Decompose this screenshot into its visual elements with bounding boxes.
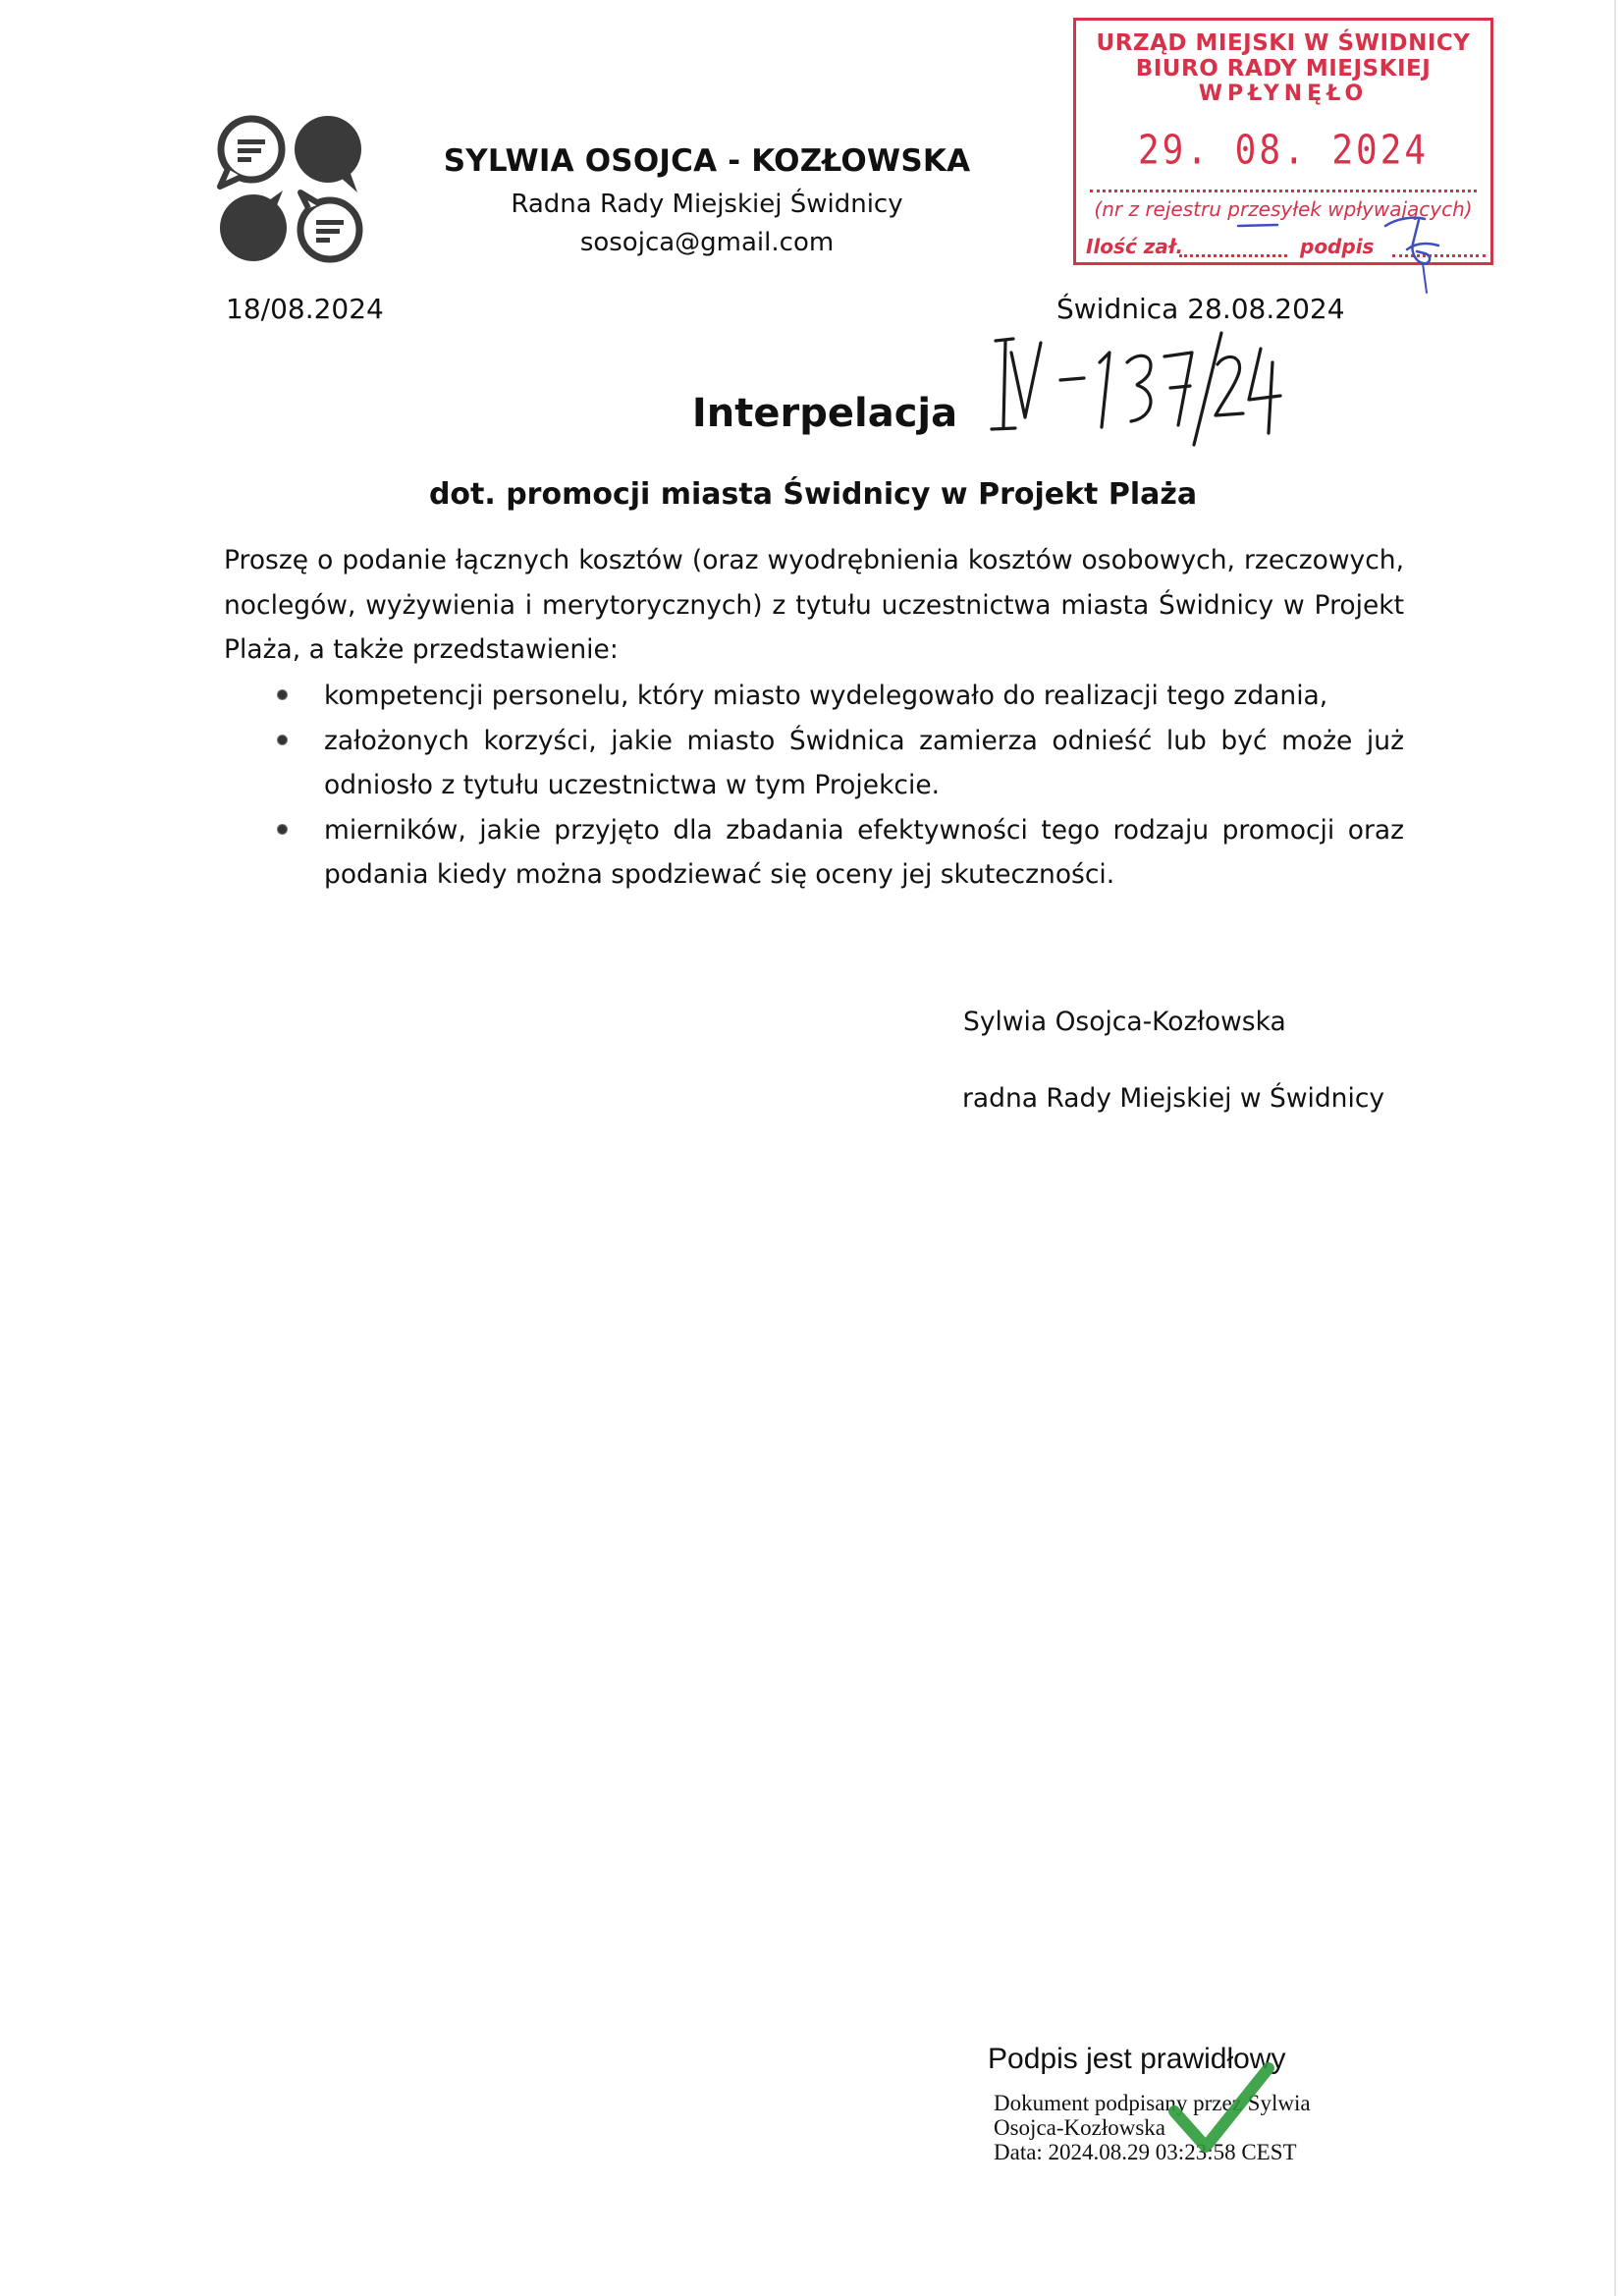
stamp-office-line: URZĄD MIEJSKI W ŚWIDNICY (1096, 30, 1471, 56)
stamp-date: 29. 08. 2024 (1137, 127, 1430, 175)
list-item-text: założonych korzyści, jakie miasto Świdnica zamierza odnieść lub być może już odniosło z tytułu uczestnictwa w tym Projekcie. (324, 725, 1404, 800)
stamp-received-line: WPŁYNĘŁO (1198, 82, 1369, 106)
bullet-icon (277, 689, 288, 700)
stamp-signature-label: podpis (1300, 235, 1375, 258)
list-item (224, 808, 1404, 898)
stamp-dotted-line (1090, 190, 1477, 192)
stamp-registry-note: (nr z rejestru przesyłek wpływających) (1094, 197, 1473, 221)
scan-edge-artifact (1614, 0, 1616, 2296)
request-list (224, 674, 1404, 898)
stamp-attachments-label: Ilość zał. (1086, 235, 1183, 258)
intro-paragraph: Proszę o podanie łącznych kosztów (oraz wyodrębnienia kosztów osobowych, rzeczowych, noclegów, wyżywienia i merytorycznych) z tytułu uczestnictwa miasta Świdnicy w Projekt Plaża, a także przedstawienie: (224, 545, 1404, 665)
list-item (224, 719, 1404, 808)
bubble-solid-bottom-left-icon (220, 191, 287, 261)
bubble-solid-top-right-icon (295, 116, 361, 192)
signature-signed-by-line2: Osojca-Kozłowska (994, 2115, 1166, 2140)
author-role: Radna Rady Miejskiej Świdnicy (511, 190, 903, 219)
author-email: sosojca@gmail.com (579, 228, 835, 257)
stamp-attachments-dotted-field (1179, 254, 1287, 257)
green-checkmark-icon (1166, 2060, 1276, 2159)
signature-valid-status: Podpis jest prawidłowy (988, 2043, 1286, 2075)
list-item (224, 674, 1404, 719)
handwritten-reference-number (982, 319, 1296, 452)
place-and-date: Świdnica 28.08.2024 (1056, 293, 1345, 325)
bubble-outline-top-left-icon (220, 119, 282, 187)
signature-date: Data: 2024.08.29 03:23:58 CEST (994, 2140, 1297, 2164)
bullet-icon (277, 824, 288, 835)
author-name: SYLWIA OSOJCA - KOZŁOWSKA (443, 143, 971, 179)
document-subject: dot. promocji miasta Świdnicy w Projekt Plaża (428, 477, 1198, 512)
stamp-department-line: BIURO RADY MIEJSKIEJ (1135, 56, 1432, 82)
bubble-outline-bottom-right-icon (300, 192, 359, 259)
signature-name: Sylwia Osojca-Kozłowska (963, 1007, 1286, 1037)
stamp-signature-dotted-field (1392, 254, 1486, 257)
list-item-text: kompetencji personelu, który miasto wydelegowało do realizacji tego zdania, (324, 681, 1328, 711)
speech-bubbles-logo-icon (214, 112, 371, 269)
signature-role: radna Rady Miejskiej w Świdnicy (962, 1083, 1385, 1114)
document-date: 18/08.2024 (226, 293, 384, 325)
received-stamp (1073, 18, 1493, 265)
document-title: Interpelacja (691, 391, 958, 436)
bullet-icon (277, 735, 288, 745)
signature-signed-by-line1: Dokument podpisany przez Sylwia (994, 2091, 1311, 2115)
list-item-text: mierników, jakie przyjęto dla zbadania efektywności tego rodzaju promocji oraz podania kiedy można spodziewać się oceny jej skuteczności. (324, 814, 1404, 890)
